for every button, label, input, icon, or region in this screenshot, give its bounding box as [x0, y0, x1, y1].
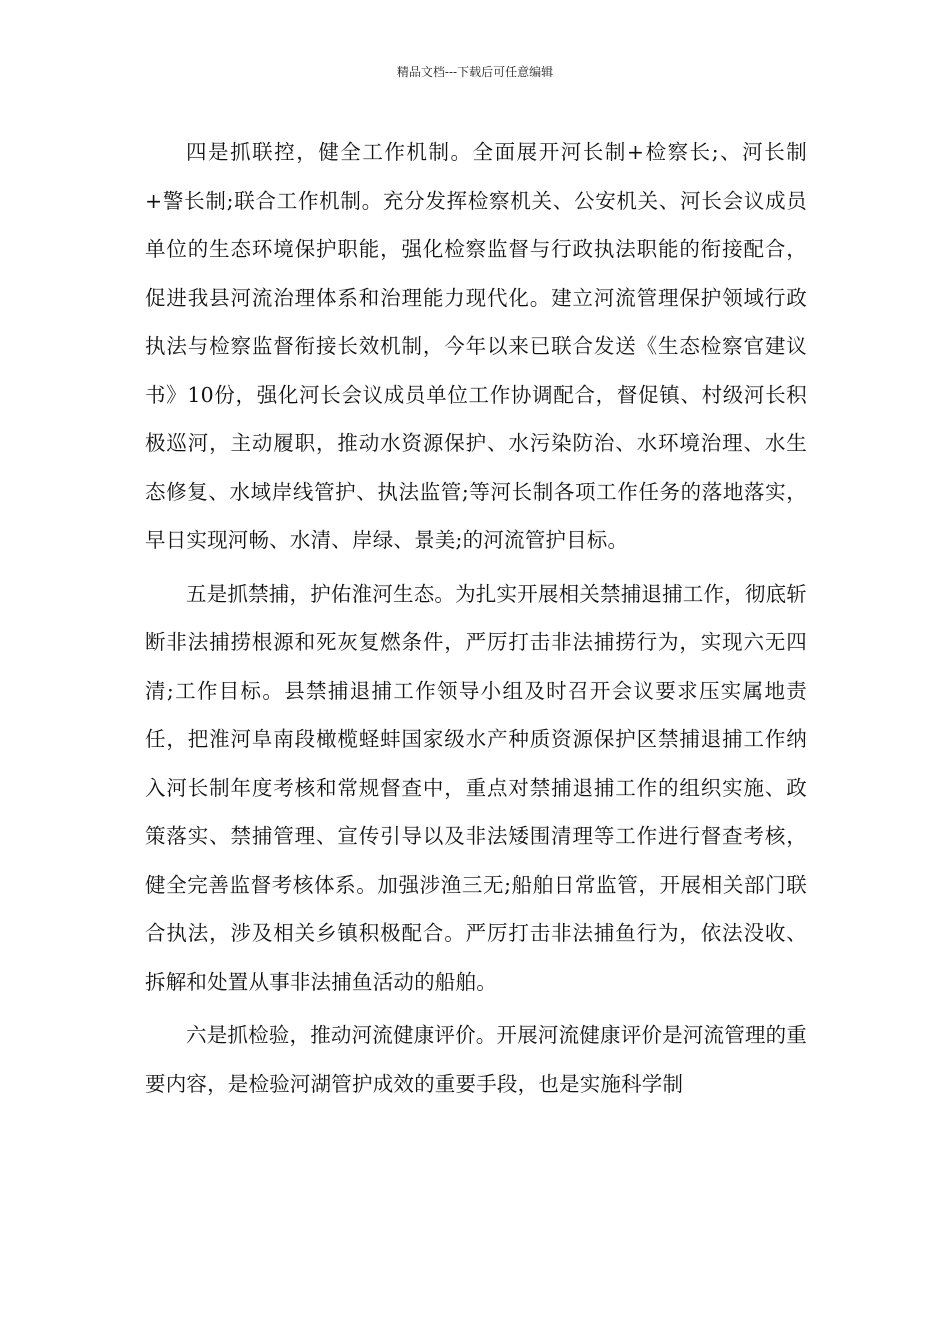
paragraph-jinbu: 五是抓禁捕，护佑淮河生态。为扎实开展相关禁捕退捕工作，彻底斩断非法捕捞根源和死灰复燃条件，严厉打击非法捕捞行为，实现六无四清;工作目标。县禁捕退捕工作领导小组及时召开会议要求压实属地责任，把淮河阜南段橄榄蛏蚌国家级水产种质资源保护区禁捕退捕工作纳入河长制年度考核和常规督查中，重点对禁捕退捕工作的组织实施、政策落实、禁捕管理、宣传引导以及非法矮围清理等工作进行督查考核，健全完善监督考核体系。加强涉渔三无;船舶日常监管，开展相关部门联合执法，涉及相关乡镇积极配合。严厉打击非法捕鱼行为，依法没收、拆解和处置从事非法捕鱼活动的船舶。: [145, 581, 807, 994]
paragraph-jianyan: 六是抓检验，推动河流健康评价。开展河流健康评价是河流管理的重要内容，是检验河湖管护成效的重要手段，也是实施科学制: [145, 1023, 807, 1096]
paragraph-lianking: 四是抓联控，健全工作机制。全面展开河长制+检察长;、河长制+警长制;联合工作机制。充分发挥检察机关、公安机关、河长会议成员单位的生态环境保护职能，强化检察监督与行政执法职能的衔接配合，促进我县河流治理体系和治理能力现代化。建立河流管理保护领域行政执法与检察监督衔接长效机制，今年以来已联合发送《生态检察官建议书》10份，强化河长会议成员单位工作协调配合，督促镇、村级河长积极巡河，主动履职，推动水资源保护、水污染防治、水环境治理、水生态修复、水域岸线管护、执法监管;等河长制各项工作任务的落地落实，早日实现河畅、水清、岸绿、景美;的河流管护目标。: [145, 140, 807, 552]
page-header: 精品文档---下载后可任意编辑: [396, 65, 554, 79]
document-body: [145, 128, 807, 1113]
